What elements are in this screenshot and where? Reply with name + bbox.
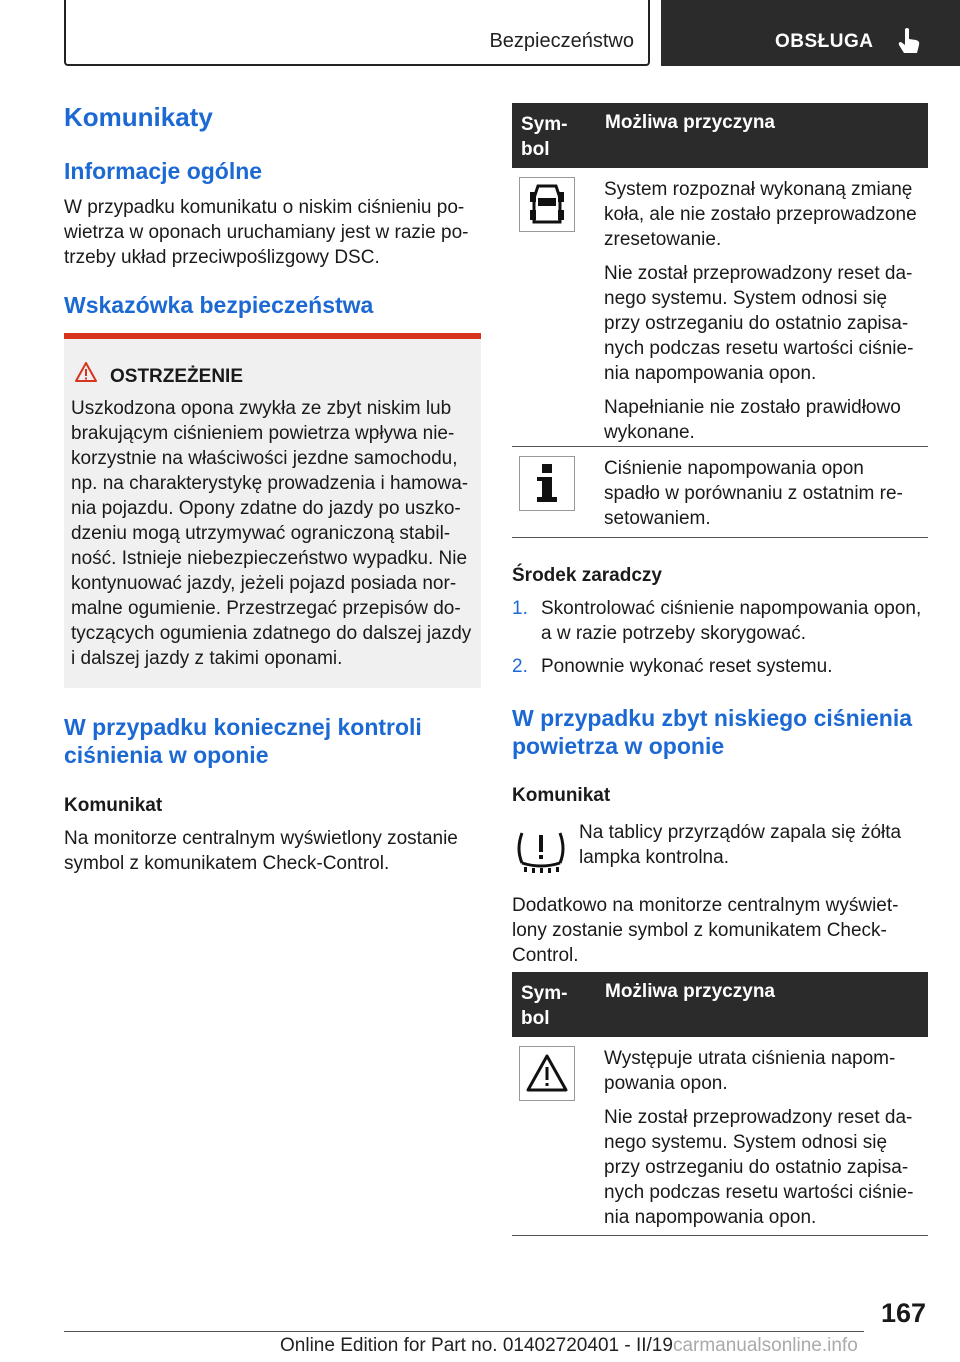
step-text: Skontrolować ciśnienie napompowania opon, a w razie potrzeby skorygować. bbox=[541, 598, 922, 644]
header-section-title: Bezpieczeństwo bbox=[489, 30, 634, 52]
table2-col-cause: Możliwa przyczyna bbox=[605, 981, 775, 1002]
low-pressure-message-label: Komunikat bbox=[512, 785, 611, 806]
warning-text: Uszkodzona opona zwykła ze zbyt niskim lub brakującym ciśnieniem powietrza wpływa nie-korzystnie na właściwości jezdne samochodu, np. na charakterystykę prowadzenia i hamowa-nia pojazdu. Opony zdatne do jazdy po uszko-dzeniu mogą utrzymywać ograniczoną stabil-ność. Istnieje niebezpieczeństwo wypadku. Nie kontynuować jazdy, jeżeli pojazd posiada nor-malne ogumienie. Przestrzegać przepisów do-tyczących ogumienia zdatnego do dalszej jazdy i dalszej jazdy z takimi oponami. bbox=[71, 398, 472, 669]
table1-row1-text1: System rozpoznał wykonaną zmianę koła, ale nie zostało przeprowadzone zresetowanie. bbox=[604, 179, 917, 250]
table1-row2-cause bbox=[604, 456, 922, 531]
table1-row1-text2: Nie został przeprowadzony reset da-nego systemu. System odnosi się przy ostrzeganiu do ostatnio zapisa-nych podczas resetu wartości ciśnie-nia napompowania opon. bbox=[604, 263, 914, 384]
extra-text: Dodatkowo na monitorze centralnym wyświet-lony zostanie symbol z komunikatem Check-Control. bbox=[512, 895, 899, 966]
step-number: 1. bbox=[512, 598, 528, 619]
general-text: W przypadku komunikatu o niskim ciśnieniu po-wietrza w oponach uruchamiany jest w razie po-trzeby układ przeciwpoślizgowy DSC. bbox=[64, 197, 469, 268]
header-chapter-tab bbox=[661, 0, 960, 66]
footer-line bbox=[64, 1331, 864, 1332]
page-number: 167 bbox=[881, 1298, 927, 1328]
table1-col-cause: Możliwa przyczyna bbox=[605, 112, 775, 133]
step-number: 2. bbox=[512, 656, 528, 677]
tire-pressure-warning-icon bbox=[512, 823, 570, 879]
warning-triangle-icon bbox=[74, 361, 98, 383]
table2-row1-text1: Występuje utrata ciśnienia napom-powania opon. bbox=[604, 1048, 896, 1094]
remedy-step bbox=[512, 596, 932, 646]
footer-watermark: carmanualsonline.info bbox=[672, 1335, 858, 1356]
page-title: Komunikaty bbox=[64, 102, 213, 132]
header-section-tab bbox=[64, 0, 650, 66]
header-chapter-title: OBSŁUGA bbox=[775, 31, 874, 52]
table1-row2-text1: Ciśnienie napompowania opon spadło w porównaniu z ostatnim re-setowaniem. bbox=[604, 458, 903, 529]
table2-col-symbol: Sym-bol bbox=[521, 983, 568, 1029]
table2-row1-text2: Nie został przeprowadzony reset da-nego systemu. System odnosi się przy ostrzeganiu do ostatnio zapisa-nych podczas resetu wartości ciśnie-nia napompowania opon. bbox=[604, 1107, 914, 1228]
warning-title: OSTRZEŻENIE bbox=[110, 366, 244, 387]
info-icon bbox=[519, 456, 575, 511]
table1-col-symbol: Sym-bol bbox=[521, 114, 568, 160]
step-text: Ponownie wykonać reset systemu. bbox=[541, 656, 833, 677]
remedy-heading: Środek zaradczy bbox=[512, 565, 662, 586]
hand-pointer-icon bbox=[896, 27, 922, 55]
table2-row1-cause bbox=[604, 1046, 922, 1230]
warning-box bbox=[64, 333, 481, 688]
table1-row-divider bbox=[512, 446, 928, 447]
footer-edition bbox=[280, 1335, 858, 1357]
message-label: Komunikat bbox=[64, 795, 163, 816]
table1-header bbox=[512, 103, 928, 168]
footer-edition-text: Online Edition for Part no. 01402720401 - II/19 bbox=[280, 1335, 673, 1356]
remedy-step bbox=[512, 654, 932, 679]
table1-bottom-line bbox=[512, 537, 928, 538]
remedy-steps bbox=[512, 596, 932, 687]
tire-reset-car-icon bbox=[519, 177, 575, 232]
safety-heading: Wskazówka bezpieczeństwa bbox=[64, 292, 374, 318]
check-heading: W przypadku koniecznej kontroli ciśnienia w oponie bbox=[64, 714, 422, 768]
general-heading: Informacje ogólne bbox=[64, 158, 263, 184]
table2-header bbox=[512, 972, 928, 1037]
lamp-text: Na tablicy przyrządów zapala się żółta lampka kontrolna. bbox=[579, 822, 902, 868]
table1-row1-cause bbox=[604, 177, 922, 445]
warning-triangle-icon bbox=[519, 1046, 575, 1101]
table2-bottom-line bbox=[512, 1235, 928, 1236]
table1-row1-text3: Napełnianie nie zostało prawidłowo wykonane. bbox=[604, 397, 901, 443]
message-text: Na monitorze centralnym wyświetlony zostanie symbol z komunikatem Check-Control. bbox=[64, 828, 458, 874]
low-pressure-heading: W przypadku zbyt niskiego ciśnienia powietrza w oponie bbox=[512, 705, 913, 759]
